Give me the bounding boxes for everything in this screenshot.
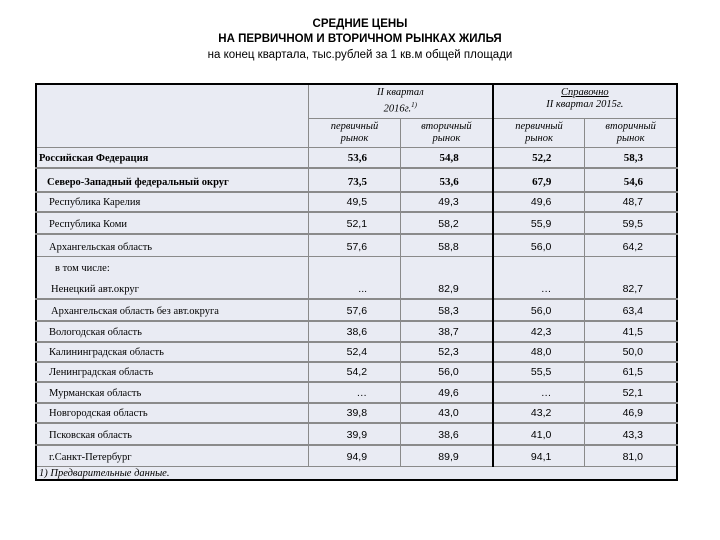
value-cell: 52,4 xyxy=(308,342,400,362)
header-group-2015-line2: II квартал 2015г. xyxy=(546,99,624,110)
region-label-cell xyxy=(36,362,308,382)
subheader-cell xyxy=(308,118,400,147)
table-row xyxy=(36,321,677,342)
value-cell: … xyxy=(308,382,400,403)
table-row xyxy=(36,403,677,423)
footnote: 1) Предварительные данные. xyxy=(36,466,677,480)
value-cell: 42,3 xyxy=(493,321,585,342)
value-cell: 53,6 xyxy=(308,147,400,168)
value-cell: 38,6 xyxy=(401,423,493,445)
table-row xyxy=(36,299,677,321)
value-cell: 49,5 xyxy=(308,192,400,212)
header-group-2015-line1: Справочно xyxy=(561,87,609,98)
header-group-2016-line1: II квартал xyxy=(376,87,424,98)
region-label: Архангельская область xyxy=(49,241,153,253)
value-cell: 89,9 xyxy=(401,445,493,466)
region-label-cell xyxy=(36,403,308,423)
value-cell: 52,2 xyxy=(493,147,585,168)
subheader-cell xyxy=(401,118,493,147)
table-row xyxy=(36,147,677,168)
table-row xyxy=(36,362,677,382)
header-row-groups xyxy=(36,84,677,118)
subheader-line2: рынок xyxy=(340,132,369,144)
region-label: Псковская область xyxy=(49,430,132,441)
region-label: Калининградская область xyxy=(49,347,164,358)
region-label-cell xyxy=(36,147,308,168)
footnote-row xyxy=(36,466,677,480)
value-cell: 49,6 xyxy=(493,192,585,212)
value-cell: 59,5 xyxy=(585,212,677,234)
value-cell: 38,6 xyxy=(308,321,400,342)
table-row xyxy=(36,192,677,212)
table-row xyxy=(36,234,677,256)
value-cell: 81,0 xyxy=(585,445,677,466)
value-cell: 58,2 xyxy=(401,212,493,234)
region-label-cell xyxy=(36,168,308,192)
region-label: г.Санкт-Петербург xyxy=(49,451,132,463)
value-cell: 63,4 xyxy=(585,299,677,321)
value-cell: 58,3 xyxy=(401,299,493,321)
value-cell: 67,9 xyxy=(493,168,585,192)
subheader-line2: рынок xyxy=(432,132,461,144)
region-label: Архангельская область без авт.округа xyxy=(51,306,219,317)
value-cell: 48,0 xyxy=(493,342,585,362)
value-cell: 43,3 xyxy=(585,423,677,445)
price-table xyxy=(35,83,678,481)
header-corner xyxy=(36,84,308,147)
region-label: Северо-Западный федеральный округ xyxy=(47,177,229,188)
table-row xyxy=(36,256,677,299)
subheader-line1: первичный xyxy=(330,120,379,132)
value-cell: 58,3 xyxy=(585,147,677,168)
region-label: Республика Карелия xyxy=(49,197,141,208)
page-title-line2: НА ПЕРВИЧНОМ И ВТОРИЧНОМ РЫНКАХ ЖИЛЬЯ xyxy=(218,33,502,45)
value-cell: 54,8 xyxy=(401,147,493,168)
footnote-mark: 1) xyxy=(411,101,418,109)
region-label: Российская Федерация xyxy=(39,153,149,164)
region-label: Ненецкий авт.округ xyxy=(51,284,139,295)
region-label: Новгородская область xyxy=(49,408,148,419)
region-label-cell xyxy=(36,445,308,466)
header-group-2016 xyxy=(308,84,492,118)
region-label: Вологодская область xyxy=(49,327,142,338)
table-row xyxy=(36,212,677,234)
value-cell: 57,6 xyxy=(308,234,400,256)
value-cell: 43,2 xyxy=(493,403,585,423)
region-label: Республика Коми xyxy=(49,219,127,230)
value-cell: 39,9 xyxy=(308,423,400,445)
region-label-cell xyxy=(36,256,308,299)
value-cell: 57,6 xyxy=(308,299,400,321)
region-label-cell xyxy=(36,234,308,256)
value-cell: 49,6 xyxy=(401,382,493,403)
subheader-line1: вторичный xyxy=(421,120,472,132)
value-cell: 55,9 xyxy=(493,212,585,234)
value-cell: 58,8 xyxy=(401,234,493,256)
subheader-line2: рынок xyxy=(616,132,645,144)
region-label: Ленинградская область xyxy=(49,367,154,378)
table-row xyxy=(36,342,677,362)
subheader-line2: рынок xyxy=(525,132,553,144)
table-row xyxy=(36,445,677,466)
table-row xyxy=(36,382,677,403)
value-cell: 49,3 xyxy=(401,192,493,212)
value-cell: 52,1 xyxy=(585,382,677,403)
value-cell: 46,9 xyxy=(585,403,677,423)
including-label: в том числе: xyxy=(55,263,110,274)
subheader-cell xyxy=(585,118,677,147)
region-label-cell xyxy=(36,192,308,212)
value-cell: 53,6 xyxy=(401,168,493,192)
region-label-cell xyxy=(36,342,308,362)
value-cell: 52,3 xyxy=(401,342,493,362)
value-cell: … xyxy=(493,382,585,403)
value-cell: 82,7 xyxy=(585,256,677,299)
value-cell: 54,2 xyxy=(308,362,400,382)
value-cell: … xyxy=(493,256,585,299)
subheader-line1: первичный xyxy=(515,120,563,132)
subheader-line1: вторичный xyxy=(605,120,656,132)
header-group-2015 xyxy=(493,84,677,118)
value-cell: 56,0 xyxy=(493,299,585,321)
header-group-2016-line2: 2016г. xyxy=(383,103,412,115)
value-cell: 64,2 xyxy=(585,234,677,256)
value-cell: 94,1 xyxy=(493,445,585,466)
value-cell: 50,0 xyxy=(585,342,677,362)
value-cell: 52,1 xyxy=(308,212,400,234)
value-cell: 39,8 xyxy=(308,403,400,423)
value-cell: 54,6 xyxy=(585,168,677,192)
value-cell: 43,0 xyxy=(401,403,493,423)
value-cell: 82,9 xyxy=(401,256,493,299)
value-cell: 41,5 xyxy=(585,321,677,342)
value-cell: 73,5 xyxy=(308,168,400,192)
page-subtitle: на конец квартала, тыс.рублей за 1 кв.м общей площади xyxy=(207,49,513,61)
region-label: Мурманская область xyxy=(49,388,142,399)
region-label-cell xyxy=(36,212,308,234)
value-cell: 38,7 xyxy=(401,321,493,342)
region-label-cell xyxy=(36,321,308,342)
table-row xyxy=(36,168,677,192)
region-label-cell xyxy=(36,299,308,321)
table-body xyxy=(36,147,677,466)
value-cell: 48,7 xyxy=(585,192,677,212)
value-cell: 56,0 xyxy=(493,234,585,256)
value-cell: 94,9 xyxy=(308,445,400,466)
page-title: СРЕДНИЕ ЦЕНЫ xyxy=(312,18,408,30)
value-cell: 55,5 xyxy=(493,362,585,382)
value-cell: 41,0 xyxy=(493,423,585,445)
value-cell: 56,0 xyxy=(401,362,493,382)
subheader-cell xyxy=(493,118,585,147)
region-label-cell xyxy=(36,423,308,445)
value-cell: ... xyxy=(308,256,400,299)
value-cell: 61,5 xyxy=(585,362,677,382)
region-label-cell xyxy=(36,382,308,403)
table-row xyxy=(36,423,677,445)
